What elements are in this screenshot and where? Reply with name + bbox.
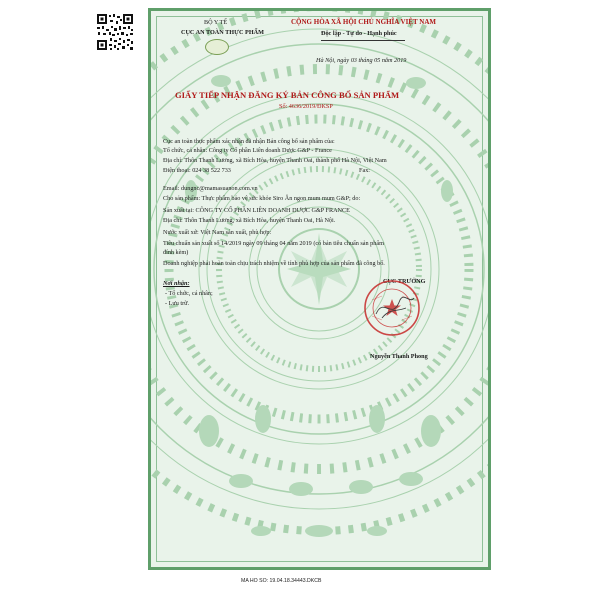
recipient-1: - Tổ chức, cá nhân; [165, 290, 213, 297]
body-line-phone: Điện thoại: 024 38 522 733 [163, 167, 231, 174]
republic-name: CỘNG HÒA XÃ HỘI CHỦ NGHĨA VIỆT NAM [291, 18, 437, 26]
body-line-fax: Fax: [359, 167, 371, 174]
agency-name: CỤC AN TOÀN THỰC PHẨM [181, 29, 264, 36]
ministry-name: BỘ Y TẾ [204, 19, 228, 26]
agency-logo [205, 39, 229, 55]
recipient-2: - Lưu trữ. [165, 300, 190, 307]
body-line-3: Địa chỉ: Thôn Thanh Lương, xã Bích Hòa, huyện Thanh Oai, thành phố Hà Nội, Việt Nam [163, 157, 387, 164]
body-line-standard: Tiêu chuẩn sản xuất số 14/2019 ngày 09 tháng 04 năm 2019 (có bản tiêu chuẩn sản phẩm [163, 240, 384, 247]
body-line-standard-cont: đính kèm) [163, 249, 189, 256]
body-line-2: Tổ chức, cá nhân: Công ty Cổ phần Liên doanh Dược G&P - France [163, 147, 332, 154]
signer-name: Nguyễn Thanh Phong [370, 353, 428, 360]
signer-role: CỤC TRƯỞNG [383, 278, 426, 285]
body-line-1: Cục an toàn thực phẩm xác nhận đã nhận Bản công bố sản phẩm của: [163, 138, 335, 145]
body-line-product: Cho sản phẩm: Thực phẩm bảo vệ sức khỏe Siro Ăn ngon mum mum G&P; do: [163, 195, 361, 202]
document-title: GIẤY TIẾP NHẬN ĐĂNG KÝ BẢN CÔNG BỐ SẢN PHẨM [175, 90, 400, 100]
motto-underline [321, 40, 405, 41]
body-line-origin: Nước xuất xứ: Việt Nam sản xuất, phù hợp: [163, 229, 272, 236]
body-line-manufacturer: Sản xuất tại: CÔNG TY CỔ PHẦN LIÊN DOANH DƯỢC G&P FRANCE [163, 207, 350, 214]
place-date: Hà Nội, ngày 03 tháng 05 năm 2019 [316, 57, 407, 64]
body-line-manufacturer-address: Địa chỉ: Thôn Thanh Lương, xã Bích Hòa, huyện Thanh Oai, Hà Nội. [163, 217, 336, 224]
motto: Độc lập - Tự do - Hạnh phúc [321, 30, 397, 37]
footer-dossier-code: MA HO SO: 19.04.18.34443.DKCB [241, 578, 322, 584]
recipients-label: Nơi nhận: [163, 280, 190, 287]
body-line-responsibility: Doanh nghiệp phải hoàn toàn chịu trách nhiệm về tính phù hợp của sản phẩm đã công bố. [163, 260, 385, 267]
document-number: Số: 4636/2019/ĐKSP [279, 103, 333, 110]
official-red-stamp [362, 278, 422, 338]
certificate [148, 8, 491, 570]
qr-code [96, 13, 134, 51]
body-line-email: Email: dungnc@mamasuanon.com.vn [163, 185, 258, 192]
